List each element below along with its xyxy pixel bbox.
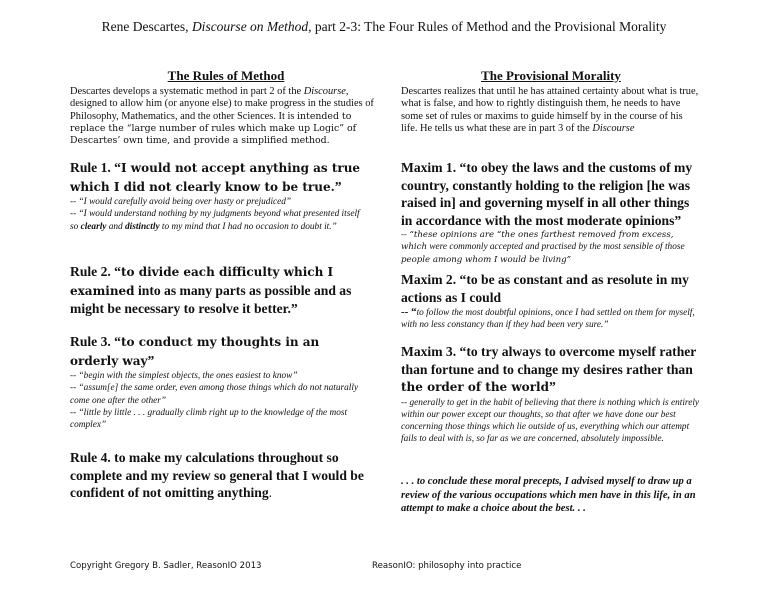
rule-1-head-b: ” [334,178,342,194]
rule-1-citation-1: -- “I would carefully avoid being over hasty or prejudiced” [70,197,292,207]
rule-1-citation-2 [70,208,370,233]
rule-4-tail: . [268,485,273,500]
maxim-2-citation [401,306,701,332]
rule-1 [70,159,370,233]
rule-1-cit2d: to my mind that I had no occasion to doubt it.” [159,221,337,232]
rule-2-head-kw: to divide each difficulty which I examined [70,265,334,298]
header-title-italic: Discourse on Method [191,19,309,34]
rule-1-head-kw: I would not accept anything as true which I did not clearly know to be true. [70,161,361,194]
page-header [0,19,768,35]
rules-intro-italic: Discourse [303,86,346,97]
rule-3-head-b: ” [147,352,155,368]
rule-1-cit2-clearly: clearly [80,221,107,232]
rule-3-heading [70,333,370,370]
rule-2-head-a: Rule 2. “ [70,264,121,279]
maxim-1-cit-hand2: people among whom I would be living” [401,254,572,265]
rule-1-cit2-distinctly: distinctly [125,221,160,232]
header-post: , part 2-3: The Four Rules of Method and the Provisional Morality [308,19,667,34]
rules-intro-b: , designed to allow him (or anyone else) to make progress in the studies of Philosophy, Mathematics, and the other Sciences. It is [70,86,374,122]
rule-4 [70,449,370,502]
maxim-3 [401,343,701,446]
rule-2 [70,263,370,318]
maxim-3-head-a: Maxim 3. “to try always to overcome myself rather than fortune and to change my desires rather than [401,344,697,377]
rules-intro-hand: intended to replace the “large number of rules which make up Logic” of Descartes’ own time, and provide a simplified method. [70,110,357,147]
rule-1-heading [70,159,370,196]
maxim-1-cit-hand: -- “these opinions are “the ones farthest removed from excess, which [401,230,674,253]
rule-2-heading [70,263,370,318]
conclusion [401,475,701,516]
rule-4-heading [70,449,370,502]
rules-intro-a: Descartes develops a systematic method in part 2 of the [70,86,304,97]
provisional-morality-title: The Provisional Morality [481,68,621,83]
rule-3-citation-3: -- “little by little . . . gradually climb right up to the knowledge of the most complex” [70,407,348,431]
rule-2-head-b: into as many parts as possible and as might be necessary to resolve it better.” [70,282,352,316]
morality-intro-italic: Discourse [592,122,635,134]
maxim-3-heading [401,343,701,397]
maxim-2-cit-dash: -- “ [401,306,417,318]
rule-3-head-a: Rule 3. “ [70,334,121,349]
rule-1-cit2a: -- “I would understand nothing by my judgments beyond what presented itself so [70,209,360,232]
rule-1-cit2c: and [106,221,125,232]
provisional-morality-column [401,68,701,135]
footer-copyright: Copyright Gregory B. Sadler, ReasonIO 2013 [70,561,262,571]
conclusion-text: . . . to conclude these moral precepts, I advised myself to draw up a review of the various occupations which men have in this life, in an attempt to make a choice about the best. . . [401,476,696,514]
morality-intro [401,86,701,135]
rule-3 [70,333,370,431]
maxim-3-head-kw: the order of the world [401,380,549,394]
maxim-1-cit: were commonly accepted and practised by the most sensible of those [427,242,685,253]
rules-of-method-title: The Rules of Method [167,68,285,83]
rule-1-head-a: Rule 1. “ [70,160,121,175]
rules-of-method-column [70,68,382,147]
maxim-2 [401,271,701,332]
maxim-3-citation: -- generally to get in the habit of believing that there is nothing which is entirely within our power except our thoughts, so that after we have done our best concerning those things which lie outside of us, everything which our attempt fails to deal with is, so far as we are concerned, absolutely impossible. [401,397,700,445]
morality-intro-a: Descartes realizes that until he has attained certainty about what is true, what is false, and how to rightly distinguish them, he needs to have some set of rules or maxims to guide himself by in the course of his life. He tells us what these are in part 3 of the [401,86,699,134]
maxim-2-heading: Maxim 2. “to be as constant and as resolute in my actions as I could [401,272,689,305]
maxim-2-cit: to follow the most doubtful opinions, once I had settled on them for myself, with no less constancy than if they had been very sure.” [401,308,695,331]
rules-intro [70,86,382,147]
rule-3-citation-2: -- “assum[e] the same order, even among those things which do not naturally come one after the other” [70,383,359,406]
rule-4-head: Rule 4. to make my calculations throughout so complete and my review so general that I would be confident of not omitting anything [70,450,364,500]
maxim-1-heading: Maxim 1. “to obey the laws and the customs of my country, constantly holding to the religion [he was raised in] and governing myself in all other things in accordance with the most moderate opinions” [401,160,693,228]
rule-3-citation-1: -- “begin with the simplest objects, the ones easiest to know” [70,371,298,381]
footer-tagline: ReasonIO: philosophy into practice [372,561,522,571]
maxim-1-citation [401,229,701,266]
rule-3-head-kw: to conduct my thoughts in an orderly way [70,335,320,368]
maxim-1 [401,159,701,266]
maxim-3-head-b: ” [548,379,556,394]
header-pre: Rene Descartes, [101,19,192,34]
